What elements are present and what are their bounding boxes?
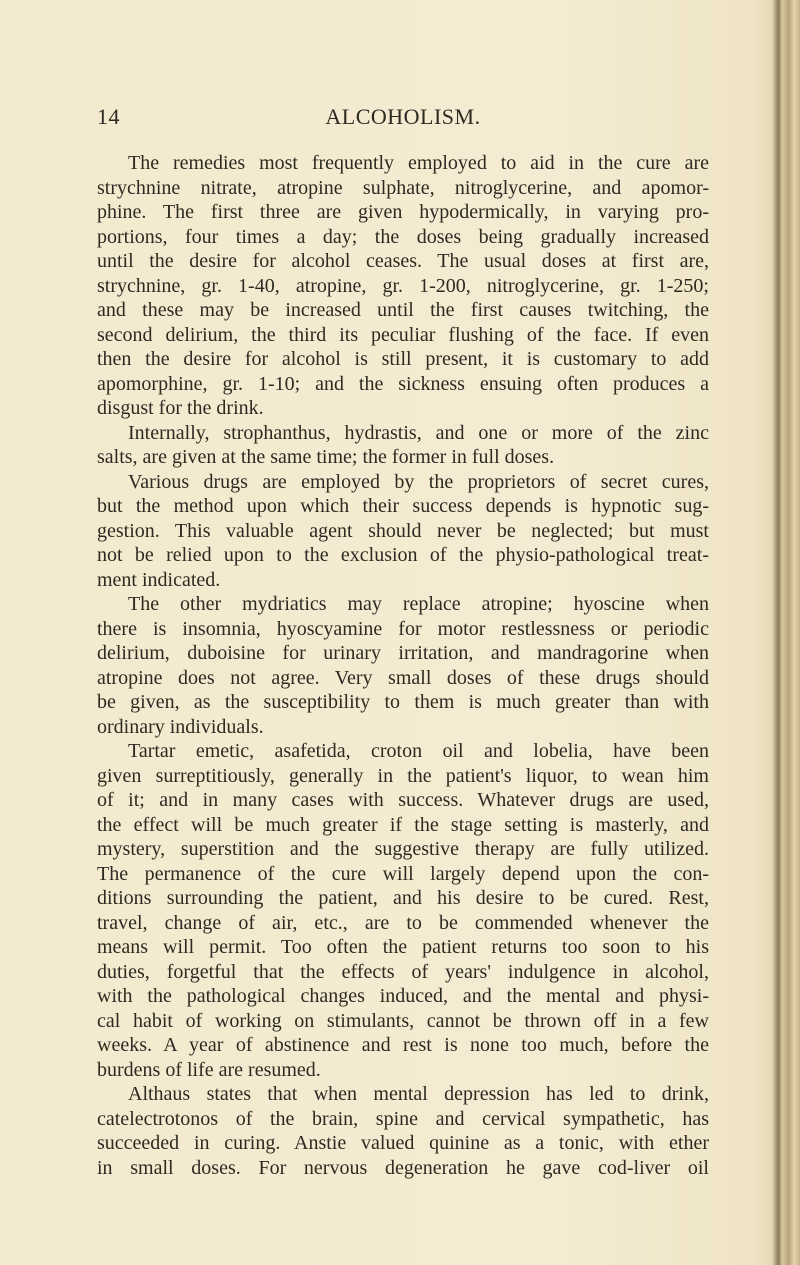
text-line: then the desire for alcohol is still present, it is customary to add xyxy=(97,348,709,370)
text-line: Various drugs are employed by the proprietors of secret cures, xyxy=(128,470,709,493)
text-line: atropine does not agree. Very small doses of these drugs should xyxy=(97,666,709,689)
text-line: second delirium, the third its peculiar flushing of the face. If even xyxy=(97,323,709,346)
text-line: duties, forgetful that the effects of years' indulgence in alcohol, xyxy=(97,960,709,983)
text-line: salts, are given at the same time; the former in full doses. xyxy=(97,446,555,468)
paragraph xyxy=(97,421,709,470)
text-line: Internally, strophanthus, hydrastis, and one or more of the zinc xyxy=(128,421,709,444)
text-line: catelectrotonos of the brain, spine and cervical sympathetic, has xyxy=(97,1107,709,1130)
paragraph xyxy=(97,151,709,421)
text-line: Althaus states that when mental depression has led to drink, xyxy=(128,1083,709,1105)
text-line: The remedies most frequently employed to aid in the cure are xyxy=(128,152,709,174)
chapter-title: ALCOHOLISM. xyxy=(325,104,481,129)
text-line: ditions surrounding the patient, and his desire to be cured. Rest, xyxy=(97,887,709,909)
text-line: portions, four times a day; the doses being gradually increased xyxy=(97,225,709,248)
text-line: strychnine, gr. 1-40, atropine, gr. 1-200, nitroglycerine, gr. 1-250; xyxy=(97,274,709,297)
text-line: disgust for the drink. xyxy=(97,397,264,419)
text-line: mystery, superstition and the suggestive therapy are fully utilized. xyxy=(97,838,709,860)
body-text xyxy=(97,151,709,1180)
text-line: apomorphine, gr. 1-10; and the sickness ensuing often produces a xyxy=(97,372,709,395)
page-number: 14 xyxy=(97,104,120,129)
text-line: cal habit of working on stimulants, cannot be thrown off in a few xyxy=(97,1009,709,1032)
text-line: but the method upon which their success depends is hypnotic sug- xyxy=(97,495,709,517)
text-line: in small doses. For nervous degeneration he gave cod-liver oil xyxy=(97,1156,709,1179)
text-line: with the pathological changes induced, and the mental and physi- xyxy=(97,985,709,1007)
paragraph xyxy=(97,470,709,593)
running-head xyxy=(97,104,709,134)
text-line: ordinary individuals. xyxy=(97,715,264,738)
text-line: of it; and in many cases with success. Whatever drugs are used, xyxy=(97,789,709,811)
text-line: until the desire for alcohol ceases. The usual doses at first are, xyxy=(97,250,709,272)
text-line: and these may be increased until the first causes twitching, the xyxy=(97,299,709,321)
text-line: weeks. A year of abstinence and rest is none too much, before the xyxy=(97,1034,709,1056)
paragraph xyxy=(97,592,709,739)
text-line: Tartar emetic, asafetida, croton oil and lobelia, have been xyxy=(128,740,709,762)
text-line: given surreptitiously, generally in the patient's liquor, to wean him xyxy=(97,764,709,787)
text-line: burdens of life are resumed. xyxy=(97,1058,321,1081)
paragraph xyxy=(97,1082,709,1180)
paragraph xyxy=(97,739,709,1082)
text-line: The other mydriatics may replace atropine; hyoscine when xyxy=(128,593,709,615)
text-line: strychnine nitrate, atropine sulphate, nitroglycerine, and apomor- xyxy=(97,176,709,199)
text-line: gestion. This valuable agent should never be neglected; but must xyxy=(97,519,709,542)
text-line: the effect will be much greater if the stage setting is masterly, and xyxy=(97,813,709,836)
text-line: succeeded in curing. Anstie valued quinine as a tonic, with ether xyxy=(97,1132,709,1154)
text-line: there is insomnia, hyoscyamine for motor restlessness or periodic xyxy=(97,617,709,640)
text-line: phine. The first three are given hypodermically, in varying pro- xyxy=(97,201,709,223)
text-line: means will permit. Too often the patient returns too soon to his xyxy=(97,936,709,958)
text-line: not be relied upon to the exclusion of the physio-pathological treat- xyxy=(97,544,709,566)
text-line: The permanence of the cure will largely depend upon the con- xyxy=(97,862,709,885)
text-line: be given, as the susceptibility to them is much greater than with xyxy=(97,691,709,713)
text-line: delirium, duboisine for urinary irritation, and mandragorine when xyxy=(97,642,709,664)
text-line: ment indicated. xyxy=(97,568,221,591)
text-line: travel, change of air, etc., are to be commended whenever the xyxy=(97,911,709,934)
